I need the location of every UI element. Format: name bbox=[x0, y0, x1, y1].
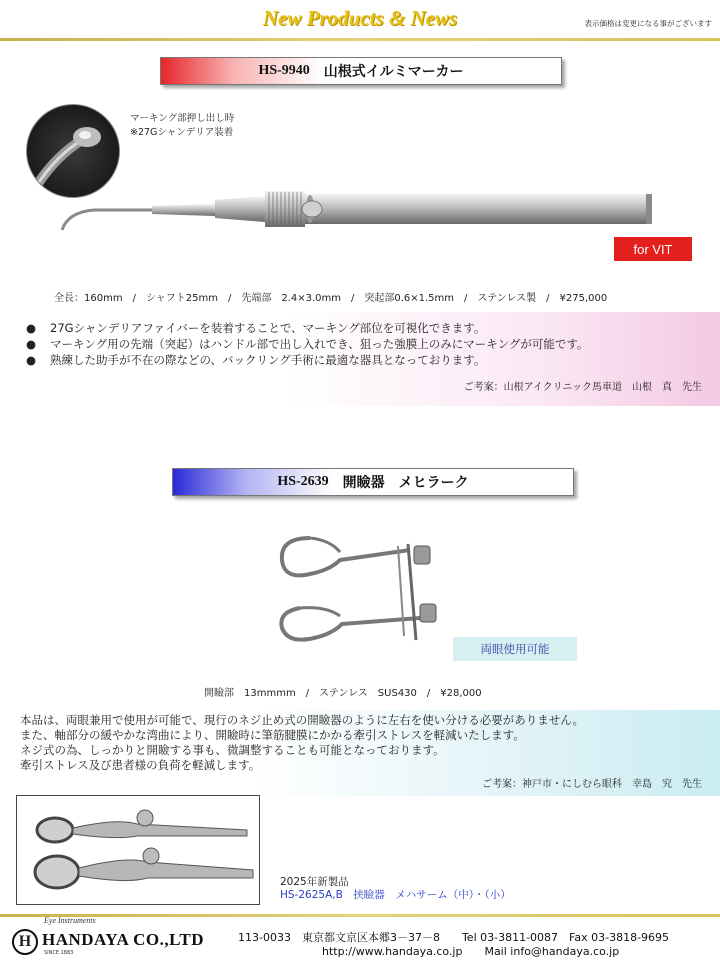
bullet-icon: ● bbox=[26, 321, 37, 335]
product2-specs: 開瞼部 13mmmm / ステンレス SUS430 / ¥28,000 bbox=[204, 688, 482, 699]
eyelid-speculum-image bbox=[270, 530, 450, 654]
vit-badge: for VIT bbox=[614, 237, 692, 261]
marker-tip-closeup-image bbox=[26, 104, 120, 198]
illumi-marker-image bbox=[40, 186, 660, 242]
bullet-icon: ● bbox=[26, 337, 37, 351]
product1-title-box bbox=[160, 57, 562, 85]
product1-name: 山根式イルミマーカー bbox=[323, 64, 464, 80]
new-product-year: 2025年新製品 bbox=[280, 876, 349, 888]
product1-credit: ご考案：山根アイクリニック馬車道 山根 真 先生 bbox=[463, 382, 702, 393]
binocular-use-badge: 両眼使用可能 bbox=[453, 637, 577, 661]
product1-code: HS-9940 bbox=[258, 63, 310, 78]
list-item: ● 熟練した助手が不在の際などの、バックリング手術に最適な器具となっております。 bbox=[26, 353, 486, 367]
product1-feature-list bbox=[26, 320, 588, 368]
description-line: 本品は、両眼兼用で使用が可能で、現行のネジ止め式の開瞼器のように左右を使い分ける必要がありません。 bbox=[20, 713, 584, 727]
new-product-caption bbox=[280, 876, 511, 902]
closeup-caption bbox=[130, 112, 234, 140]
company-name: HANDAYA CO.,LTD bbox=[42, 930, 204, 949]
list-item: ● マーキング用の先端（突起）はハンドル部で出し入れでき、狙った強膜上のみにマーキングが可能です。 bbox=[26, 337, 589, 351]
description-line: また、軸部分の緩やかな湾曲により、開瞼時に筆筋腱膜にかかる牽引ストレスを軽減いたします。 bbox=[20, 728, 525, 742]
description-line: 牽引ストレス及び患者様の負荷を軽減します。 bbox=[20, 758, 261, 772]
product2-name: 開瞼器 メヒラーク bbox=[342, 475, 469, 491]
new-product-name: HS-2625A,B 挟瞼器 メハサーム（中）・（小） bbox=[280, 889, 511, 901]
logo-tagline: Eye Instruments bbox=[44, 916, 96, 925]
company-address: 113-0033 東京都文京区本郷3－37－8 Tel 03-3811-0087 Fax 03-3818-9695 bbox=[238, 931, 670, 944]
new-product-photo bbox=[16, 795, 260, 905]
company-web-mail: http://www.handaya.co.jp Mail info@handaya.co.jp bbox=[322, 945, 620, 958]
company-logo-icon: H bbox=[12, 929, 38, 955]
page-title: New Products & News bbox=[262, 6, 458, 30]
product2-code: HS-2639 bbox=[277, 474, 329, 489]
description-line: ネジ式の為、しっかりと開瞼する事も、微調整することも可能となっております。 bbox=[20, 743, 445, 757]
product2-description bbox=[20, 713, 584, 773]
footer-divider bbox=[0, 914, 720, 917]
product1-specs: 全長：160mm / シャフト25mm / 先端部 2.4×3.0mm / 突起部0.6×1.5mm / ステンレス製 / ¥275,000 bbox=[54, 293, 608, 304]
company-since: SINCE 1883 bbox=[44, 950, 74, 956]
closeup-caption-line2: ※27Gシャンデリア装着 bbox=[130, 127, 234, 138]
product2-title-box bbox=[172, 468, 574, 496]
product2-credit: ご考案：神戸市・にしむら眼科 幸島 究 先生 bbox=[482, 779, 702, 790]
header-divider bbox=[0, 38, 720, 41]
price-notice: 表示価格は変更になる事がございます bbox=[584, 19, 712, 28]
closeup-caption-line1: マーキング部押し出し時 bbox=[130, 113, 235, 124]
bullet-icon: ● bbox=[26, 353, 37, 367]
list-item: ● 27Gシャンデリアファイバーを装着することで、マーキング部位を可視化できます。 bbox=[26, 321, 486, 335]
